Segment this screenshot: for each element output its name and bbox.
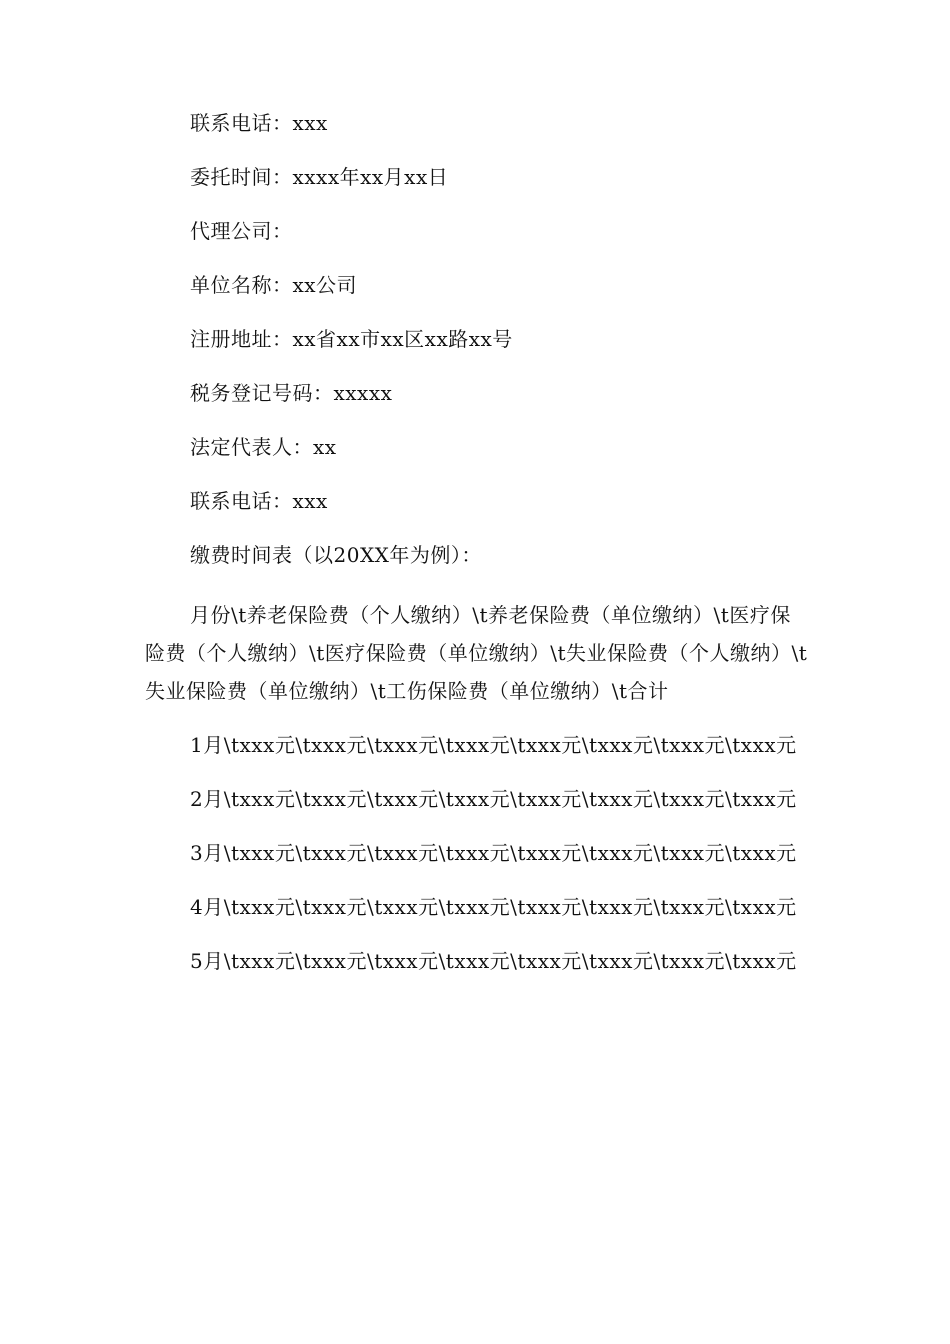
table-row: 3月\txxx元\txxx元\txxx元\txxx元\txxx元\txxx元\txxx元\txxx元 xyxy=(190,841,797,865)
table-row: 4月\txxx元\txxx元\txxx元\txxx元\txxx元\txxx元\txxx元\txxx元 xyxy=(190,895,797,919)
registered-address-line: 注册地址：xx省xx市xx区xx路xx号 xyxy=(190,327,513,351)
table-row: 2月\txxx元\txxx元\txxx元\txxx元\txxx元\txxx元\txxx元\txxx元 xyxy=(190,787,797,811)
table-header-paragraph: 月份\t养老保险费（个人缴纳）\t养老保险费（单位缴纳）\t医疗保险费（个人缴纳）\t医疗保险费（单位缴纳）\t失业保险费（个人缴纳）\t失业保险费（单位缴纳）\t工伤保险费（单位缴纳）\t合计 xyxy=(145,603,808,703)
table-row: 1月\txxx元\txxx元\txxx元\txxx元\txxx元\txxx元\txxx元\txxx元 xyxy=(190,733,797,757)
contact-phone-line-2: 联系电话：xxx xyxy=(190,489,328,513)
legal-representative-line: 法定代表人：xx xyxy=(190,435,337,459)
table-row: 5月\txxx元\txxx元\txxx元\txxx元\txxx元\txxx元\txxx元\txxx元 xyxy=(190,949,797,973)
commission-date-line: 委托时间：xxxx年xx月xx日 xyxy=(190,165,449,189)
contact-phone-line: 联系电话：xxx xyxy=(190,111,328,135)
payment-schedule-heading: 缴费时间表（以20XX年为例）： xyxy=(190,543,482,567)
tax-registration-line: 税务登记号码：xxxxx xyxy=(190,381,393,405)
agency-company-heading: 代理公司： xyxy=(190,219,293,243)
company-name-line: 单位名称：xx公司 xyxy=(190,273,358,297)
document-body xyxy=(145,110,810,996)
